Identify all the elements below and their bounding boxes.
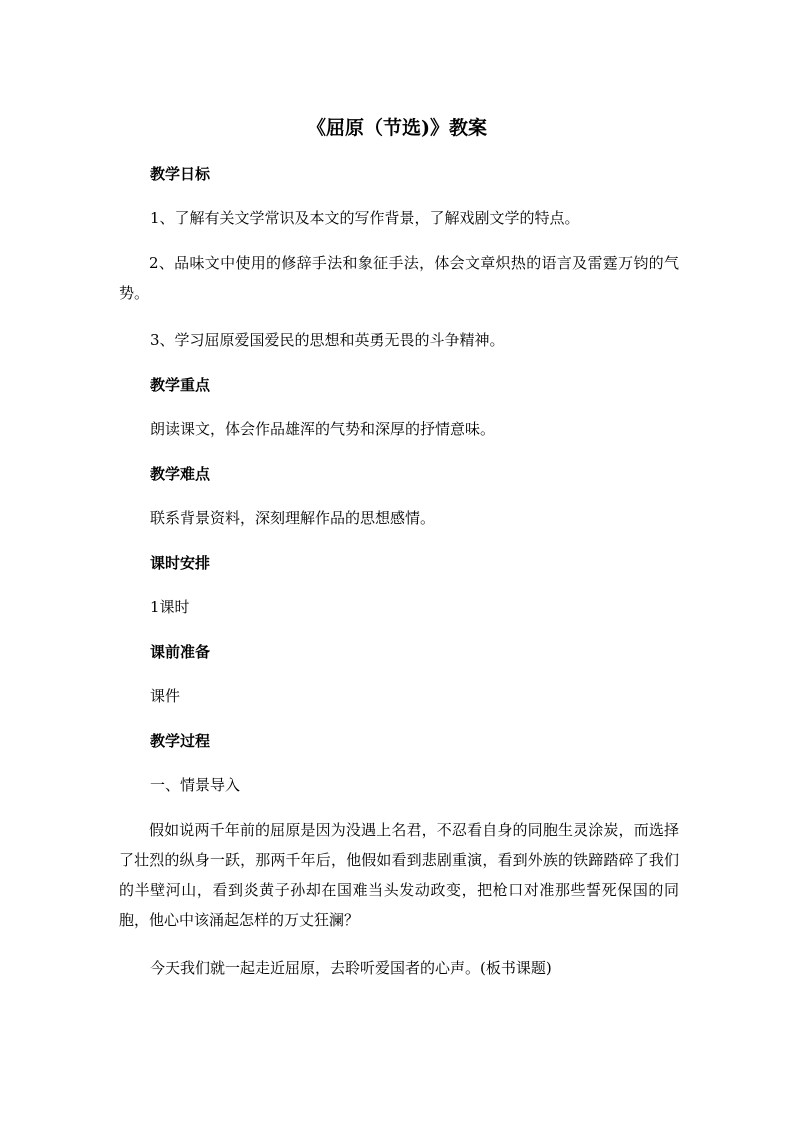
schedule-heading: 课时安排	[150, 554, 211, 572]
objective-item-1: 1、了解有关文学常识及本文的写作背景，了解戏剧文学的特点。	[150, 209, 580, 227]
document-title: 《屈原（节选)》教案	[307, 117, 487, 139]
key-points-heading: 教学重点	[150, 376, 211, 394]
difficulties-text: 联系背景资料，深刻理解作品的思想感情。	[150, 509, 436, 527]
preparation-heading: 课前准备	[150, 643, 211, 661]
objectives-heading: 教学日标	[150, 165, 211, 183]
difficulties-heading: 教学难点	[150, 465, 211, 483]
section-heading-1: 一、情景导入	[150, 776, 241, 794]
schedule-text: 1课时	[150, 598, 190, 616]
intro-paragraph: 假如说两千年前的屈原是因为没遇上名君，不忍看自身的同胞生灵涂炭，而选择了壮烈的纵身一跃，那两千年后，他假如看到悲剧重演，看到外族的铁蹄踏碎了我们的半壁河山，看到炎黄子孙却在国难当头发动政变，把枪口对准那些誓死保国的同胞，他心中该涌起怎样的万丈狂澜？	[119, 821, 679, 929]
key-points-text: 朗读课文，体会作品雄浑的气势和深厚的抒情意味。	[150, 420, 496, 438]
closing-line: 今天我们就一起走近屈原，去聆听爱国者的心声。(板书课题)	[150, 959, 552, 977]
objective-item-3: 3、学习屈原爱国爱民的思想和英勇无畏的斗争精神。	[150, 331, 505, 349]
process-heading: 教学过程	[150, 732, 211, 750]
preparation-text: 课件	[150, 687, 181, 705]
objective-item-2: 2、品味文中使用的修辞手法和象征手法，体会文章炽热的语言及雷霆万钧的气势。	[119, 254, 679, 302]
